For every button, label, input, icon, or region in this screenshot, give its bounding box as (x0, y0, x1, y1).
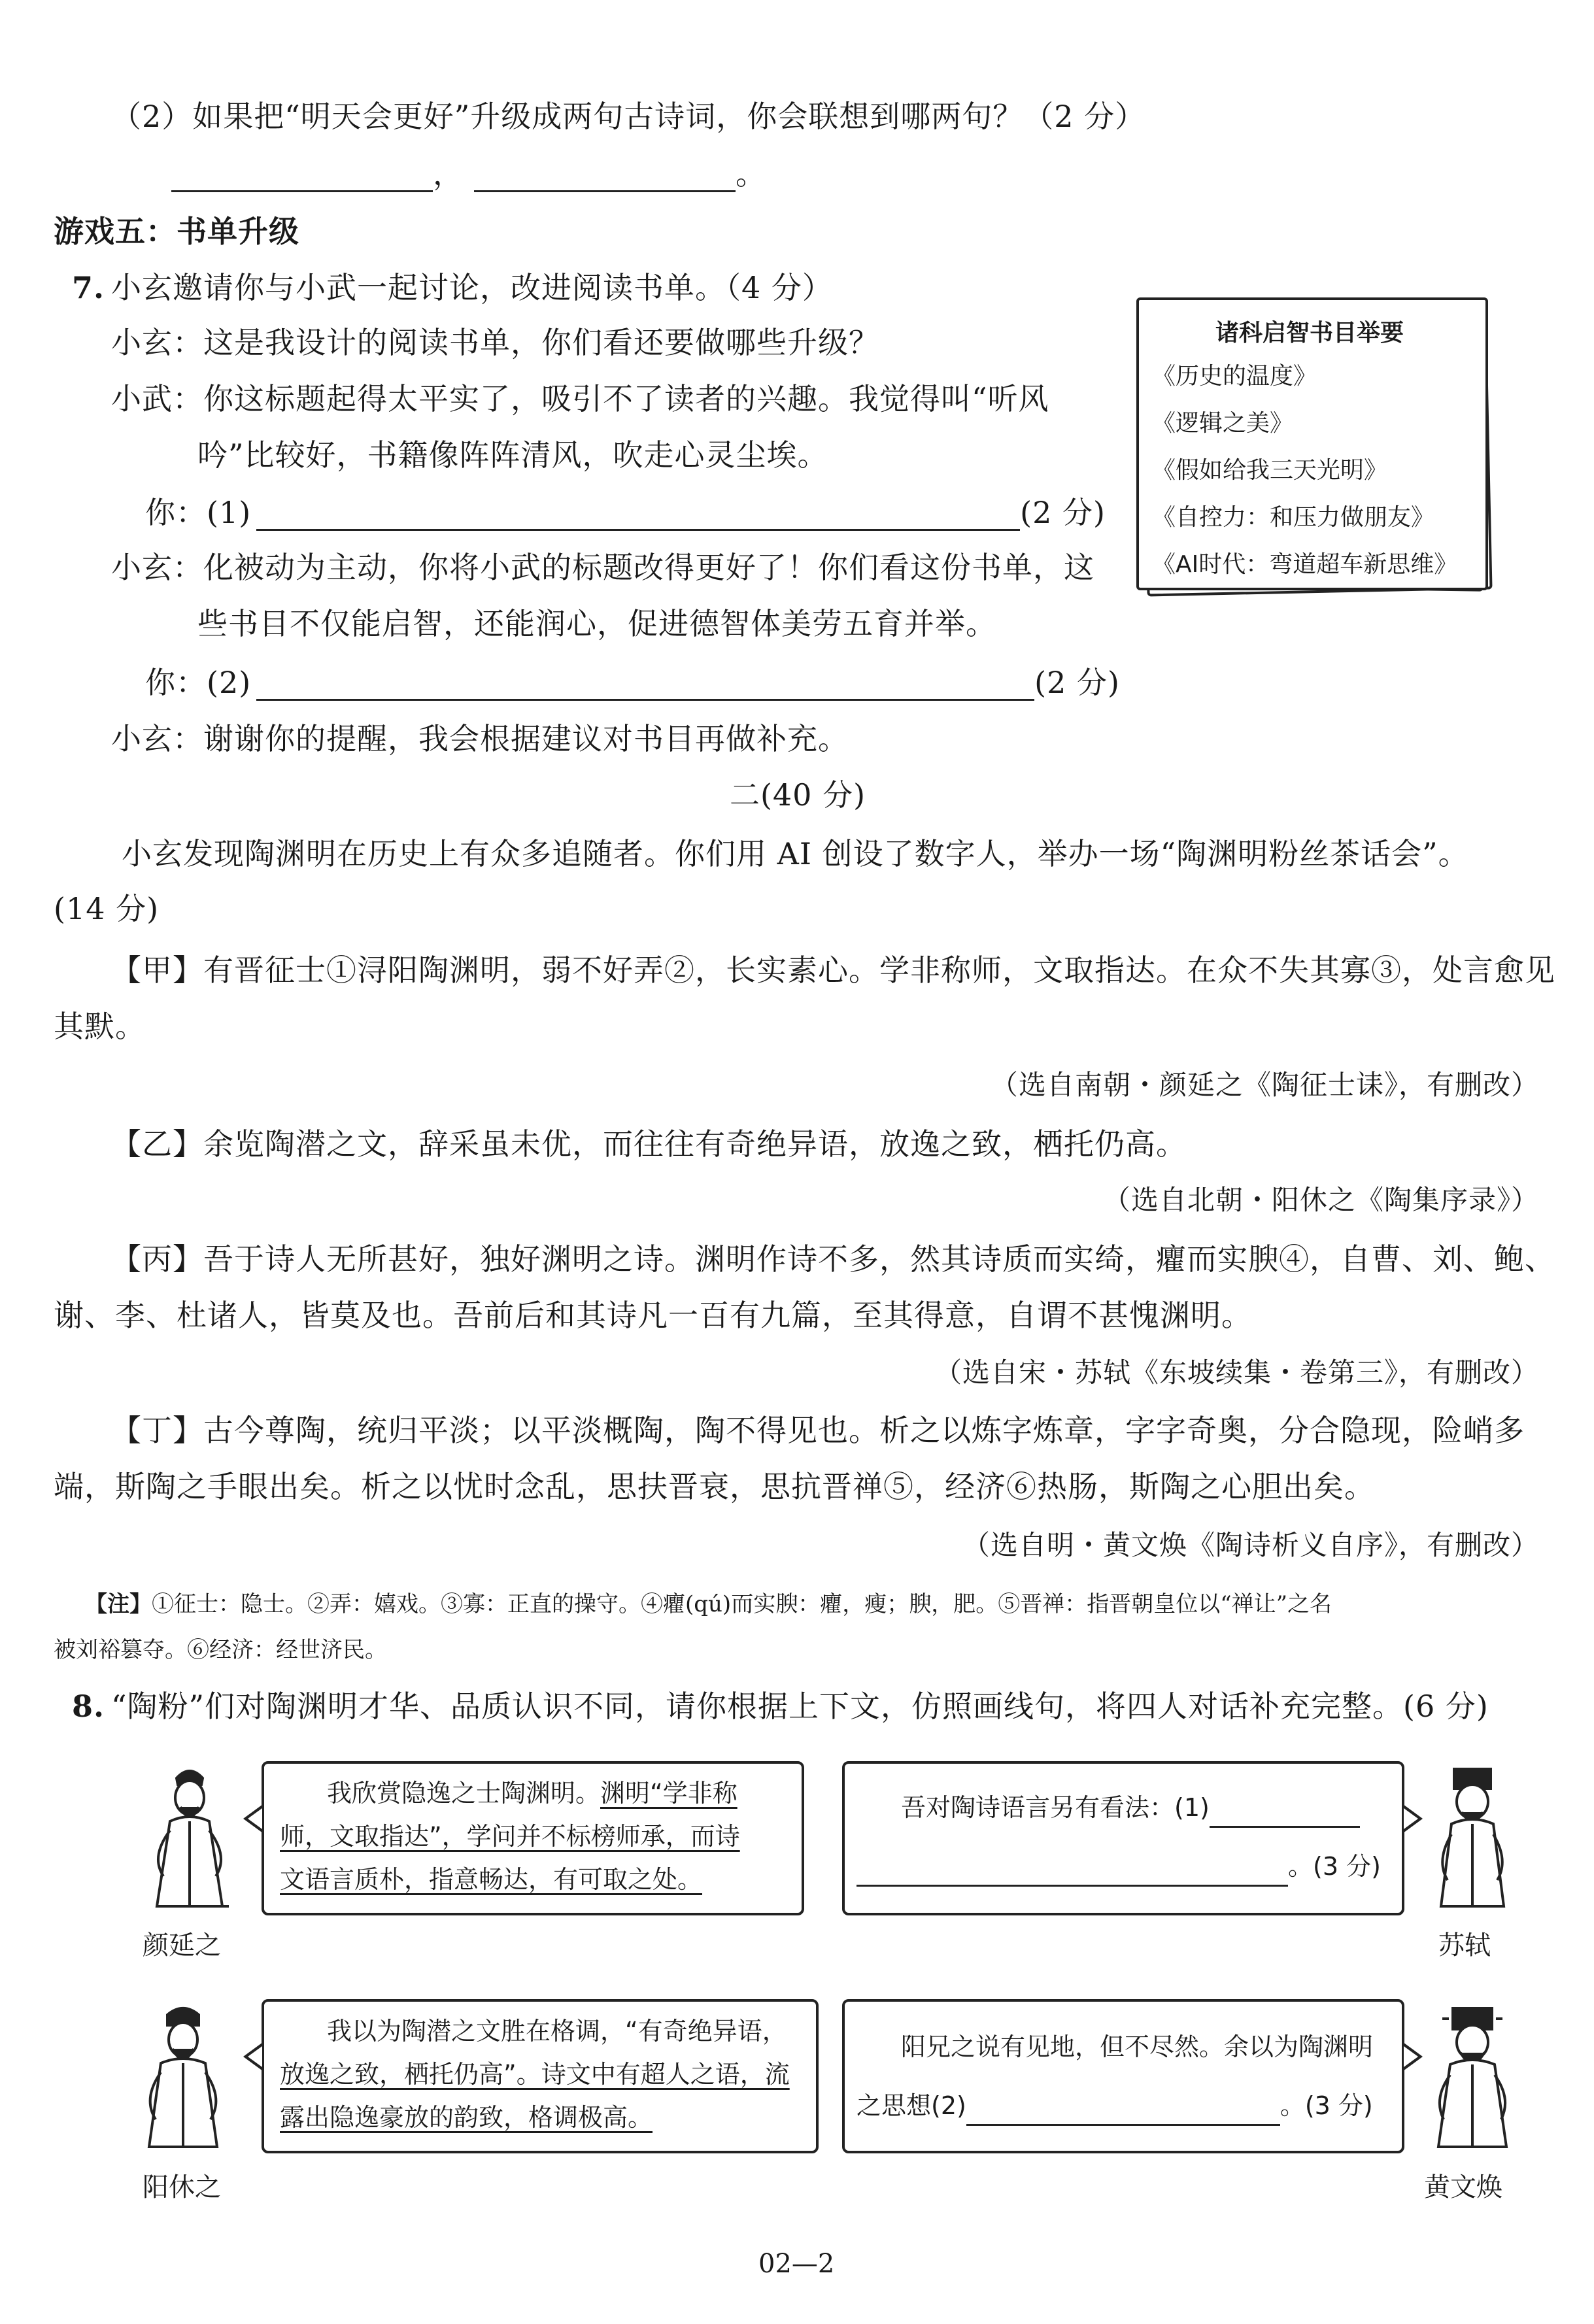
booklist-item: 《假如给我三天光明》 (1152, 457, 1388, 484)
booklist-card (1136, 297, 1502, 605)
section2-heading: 二(40 分) (729, 777, 866, 813)
yang-line2: 放逸之致，栖托仍高”。诗文中有超人之语，流 (280, 2060, 790, 2089)
huang-wenhuan-figure-icon (1420, 1999, 1525, 2163)
passage-yi: 【乙】余览陶潜之文，辞采虽未优，而往往有奇绝异语，放逸之致，栖托仍高。 (111, 1126, 1187, 1162)
huang-wenhuan-speech-bubble (842, 1999, 1404, 2153)
q6-sub2: （2）如果把“明天会更好”升级成两句古诗词，你会联想到哪两句？（2 分） (111, 99, 1146, 134)
yang-line1: 我以为陶潜之文胜在格调，“有奇绝异语， (327, 2017, 787, 2046)
q7-score2: (2 分) (1034, 665, 1120, 700)
huang-score: 。(3 分) (1280, 2091, 1373, 2120)
q7-score1: (2 分) (1020, 495, 1106, 530)
yan-line1a: 我欣赏隐逸之士陶渊明。 (327, 1779, 601, 1808)
q7-you1 (145, 494, 1106, 531)
passage-jia-line2: 其默。 (54, 1009, 146, 1044)
su-shi-figure-icon (1420, 1759, 1525, 1922)
q6-blank-2[interactable] (474, 160, 736, 192)
q7-stem: 小玄邀请你与小武一起讨论，改进阅读书单。（4 分） (111, 270, 833, 305)
q7-line3b: 些书目不仅能启智，还能润心，促进德智体美劳五育并举。 (197, 606, 996, 641)
q8-number: 8. (72, 1689, 105, 1724)
q7-you2-label: 你：(2) (145, 665, 252, 700)
q7-line1: 小玄：这是我设计的阅读书单，你们看还要做哪些升级？ (111, 325, 879, 360)
booklist-item: 《AI时代：弯道超车新思维》 (1152, 551, 1458, 578)
su-answer-1b[interactable] (856, 1856, 1288, 1887)
yan-yanzhi-name: 颜延之 (143, 1930, 221, 1961)
q7-line3a: 小玄：化被动为主动，你将小武的标题改得更好了！你们看这份书单，这 (111, 550, 1094, 585)
q8-stem: “陶粉”们对陶渊明才华、品质认识不同，请你根据上下文，仿照画线句，将四人对话补充完整。(6 分) (111, 1689, 1489, 1724)
su-line1 (901, 1787, 1360, 1828)
passage-bing-line1: 【丙】吾于诗人无所甚好，独好渊明之诗。渊明作诗不多，然其诗质而实绮，癯而实腴④，自曹、刘、鲍、 (111, 1241, 1555, 1277)
huang-line2-text: 之思想(2) (856, 2091, 966, 2120)
page-number: 02—2 (758, 2249, 835, 2279)
booklist-item: 《历史的温度》 (1152, 363, 1317, 390)
yan-line3: 文语言质朴，指意畅达，有可取之处。 (280, 1865, 703, 1894)
su-answer-1a[interactable] (1210, 1797, 1360, 1828)
q7-answer-2[interactable] (256, 670, 1034, 701)
q6-blank-1[interactable] (171, 160, 433, 192)
q6-comma: ， (433, 156, 464, 192)
su-shi-name: 苏轼 (1438, 1930, 1491, 1961)
q7-line2b: 吟”比较好，书籍像阵阵清风，吹走心灵尘埃。 (197, 437, 828, 473)
section2-intro-a: 小玄发现陶渊明在历史上有众多追随者。你们用 AI 创设了数字人，举办一场“陶渊明粉丝茶话会”。 (122, 836, 1469, 871)
notes-text-b: 被刘裕篡夺。⑥经济：经世济民。 (54, 1637, 387, 1663)
su-line1-text: 吾对陶诗语言另有看法：(1) (901, 1793, 1210, 1822)
booklist-item: 《逻辑之美》 (1152, 410, 1294, 437)
passage-yi-source: （选自北朝・阳休之《陶集序录》） (1102, 1184, 1539, 1216)
huang-wenhuan-name: 黄文焕 (1424, 2172, 1502, 2202)
q6-period: 。 (736, 156, 766, 192)
passage-ding-line2: 端，斯陶之手眼出矣。析之以忧时念乱，思扶晋衰，思抗晋禅⑤，经济⑥热肠，斯陶之心胆出矣。 (54, 1469, 1375, 1504)
booklist-item: 《自控力：和压力做朋友》 (1152, 504, 1435, 531)
notes-label: 【注】 (85, 1591, 152, 1617)
yang-xiuzhi-name: 阳休之 (143, 2172, 221, 2202)
booklist-title: 诸科启智书目举要 (1215, 320, 1404, 346)
notes-text-a: ①征士：隐士。②弄：嬉戏。③寡：正直的操守。④癯(qú)而实腴：癯，瘦；腴，肥。⑤晋禅：指晋朝皇位以“禅让”之名 (152, 1591, 1332, 1617)
game5-title: 游戏五：书单升级 (54, 214, 299, 249)
q6-answer-row (171, 156, 766, 192)
q7-you1-label: 你：(1) (145, 495, 252, 530)
notes-line1 (85, 1587, 1332, 1621)
passage-bing-source: （选自宋・苏轼《东坡续集・卷第三》，有删改） (934, 1356, 1539, 1389)
q7-you2 (145, 664, 1120, 701)
huang-line2 (856, 2085, 1373, 2126)
su-line2 (856, 1846, 1381, 1887)
q7-line4: 小玄：谢谢你的提醒，我会根据建议对书目再做补充。 (111, 721, 849, 756)
yan-bubble-tail (243, 1804, 263, 1833)
yan-yanzhi-figure-icon (137, 1759, 242, 1922)
q7-answer-1[interactable] (256, 500, 1020, 531)
yan-line2: 师，文取指达”，学问并不标榜师承，而诗 (280, 1822, 740, 1851)
yang-xiuzhi-figure-icon (131, 1999, 235, 2163)
su-shi-speech-bubble (842, 1761, 1404, 1915)
passage-ding-line1: 【丁】古今尊陶，统归平淡；以平淡概陶，陶不得见也。析之以炼字炼章，字字奇奥，分合隐现，险峭多 (111, 1413, 1525, 1448)
yang-bubble-tail (243, 2042, 263, 2071)
yan-line1b: 渊明“学非称 (600, 1779, 738, 1808)
section2-intro-b: (14 分) (54, 891, 160, 926)
passage-ding-source: （选自明・黄文焕《陶诗析义自序》，有删改） (962, 1529, 1539, 1561)
passage-bing-line2: 谢、李、杜诸人，皆莫及也。吾前后和其诗凡一百有九篇，至其得意，自谓不甚愧渊明。 (54, 1298, 1252, 1333)
q7-number: 7. (72, 270, 105, 305)
yang-line3: 露出隐逸豪放的韵致，格调极高。 (280, 2103, 653, 2132)
su-score: 。(3 分) (1288, 1852, 1381, 1881)
huang-answer-2[interactable] (966, 2095, 1280, 2126)
q7-line2a: 小武：你这标题起得太平实了，吸引不了读者的兴趣。我觉得叫“听风 (111, 381, 1049, 416)
huang-line1: 阳兄之说有见地，但不尽然。余以为陶渊明 (901, 2032, 1374, 2061)
yan-line1 (327, 1773, 738, 1813)
passage-jia-line1: 【甲】有晋征士①浔阳陶渊明，弱不好弄②，长实素心。学非称师，文取指达。在众不失其寡③，处言愈见 (111, 952, 1555, 988)
passage-jia-source: （选自南朝・颜延之《陶征士诔》，有删改） (990, 1069, 1539, 1101)
